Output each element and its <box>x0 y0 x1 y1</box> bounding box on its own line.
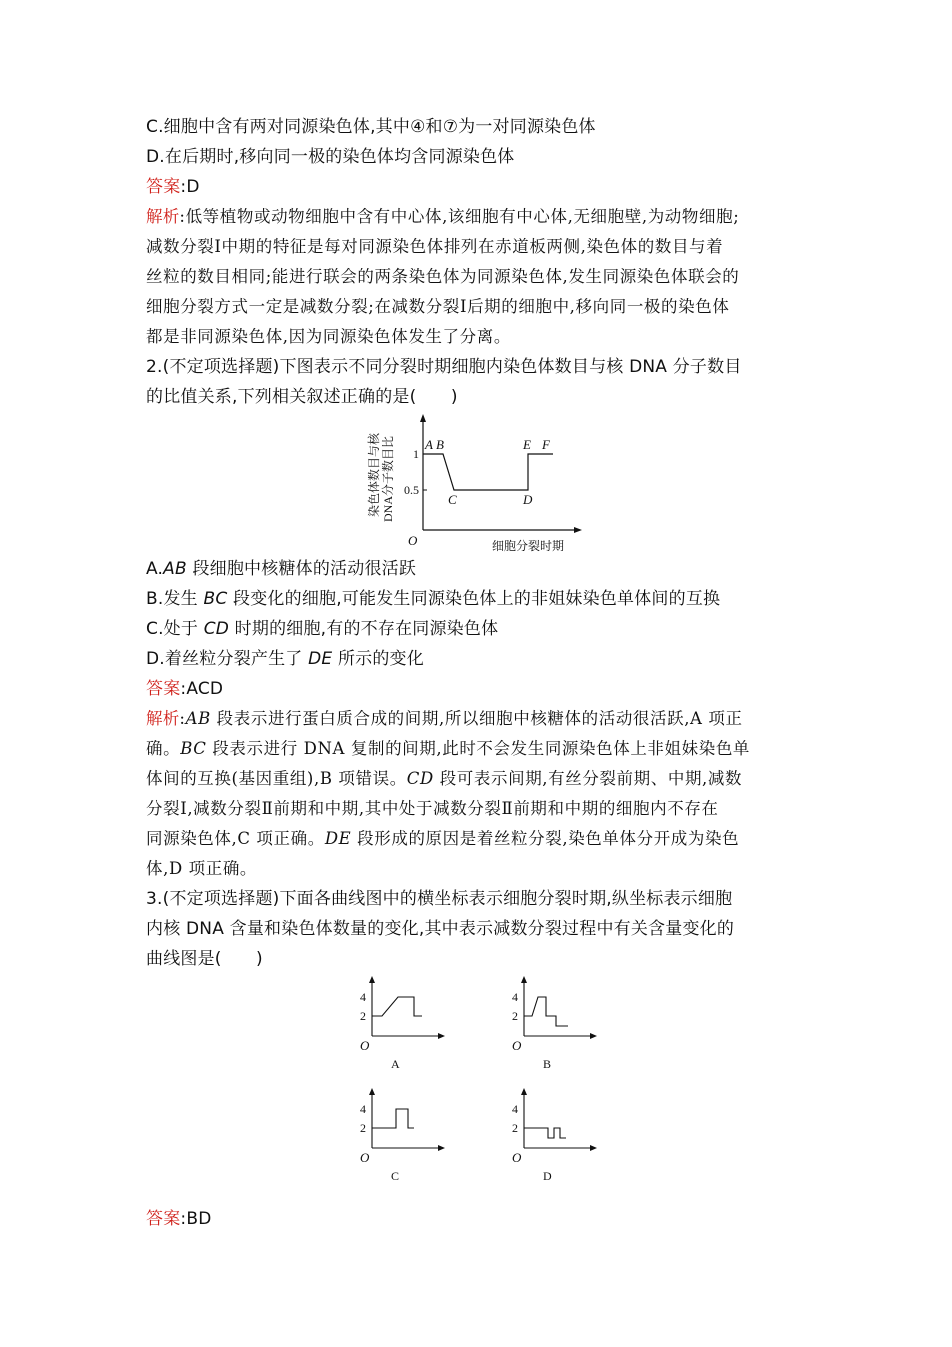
explanation-segment: BC <box>180 739 207 758</box>
answer-value: :BD <box>180 1209 212 1229</box>
tick-4: 4 <box>360 990 366 1004</box>
arrow <box>369 976 375 983</box>
explanation-text: 同源染色体,C 项正确。 <box>146 829 325 848</box>
q2-explanation-line: 分裂Ⅰ,减数分裂Ⅱ前期和中期,其中处于减数分裂Ⅱ前期和中期的细胞内不存在 <box>146 799 719 818</box>
option-text: 时期的细胞,有的不存在同源染色体 <box>229 619 499 639</box>
arrow <box>438 1033 445 1039</box>
q2-point-d: D <box>523 492 533 507</box>
q2-option-b <box>146 584 816 614</box>
origin: O <box>360 1038 370 1053</box>
answer-label: 答案 <box>146 177 181 197</box>
document-page <box>146 112 816 1234</box>
option-text: 所示的变化 <box>332 649 424 669</box>
q2-option-a <box>146 554 816 584</box>
q2-ratio-curve <box>423 454 553 490</box>
curve <box>372 1109 414 1128</box>
explanation-text: 段表示进行 DNA 复制的间期,此时不会发生同源染色体上非姐妹染色单 <box>206 739 751 758</box>
origin: O <box>512 1150 522 1165</box>
q3-graphs <box>146 974 816 1204</box>
q2-stem-line: 2.(不定项选择题)下图表示不同分裂时期细胞内染色体数目与核 DNA 分子数目 <box>146 357 742 377</box>
q2-point-c: C <box>448 492 457 507</box>
origin: O <box>360 1150 370 1165</box>
explanation-label: 解析 <box>146 207 180 226</box>
arrow <box>590 1033 597 1039</box>
q2-y-arrow <box>420 414 426 422</box>
explanation-segment: AB <box>185 709 211 728</box>
option-prefix: D.着丝粒分裂产生了 <box>146 649 309 669</box>
q1-explanation-line <box>146 202 816 232</box>
q2-ratio-graph <box>146 412 816 554</box>
q3-stem-line: 内核 DNA 含量和染色体数量的变化,其中表示减数分裂过程中有关含量变化的 <box>146 919 735 939</box>
explanation-segment: CD <box>406 769 434 788</box>
arrow <box>521 1088 527 1095</box>
q3-graph-a <box>360 976 445 1071</box>
explanation-label: 解析 <box>146 709 180 728</box>
curve <box>524 1128 566 1138</box>
q1-option-c: C.细胞中含有两对同源染色体,其中④和⑦为一对同源染色体 <box>146 117 596 137</box>
tick-4: 4 <box>512 1102 518 1116</box>
tick-2: 2 <box>360 1121 366 1135</box>
q2-point-a: A <box>425 437 433 452</box>
q2-explanation-line: 体,D 项正确。 <box>146 859 258 878</box>
explanation-text: 确。 <box>146 739 181 758</box>
q2-x-arrow <box>574 527 582 533</box>
q2-ylabel-line1: 染色体数目与核 <box>367 432 381 517</box>
q1-explanation-line: 细胞分裂方式一定是减数分裂;在减数分裂Ⅰ后期的细胞中,移向同一极的染色体 <box>146 297 730 316</box>
option-prefix: A. <box>146 559 164 579</box>
answer-label: 答案 <box>146 1209 181 1229</box>
q3-graph-d <box>512 1088 597 1183</box>
q1-explanation-line: 丝粒的数目相同;能进行联会的两条染色体为同源染色体,发生同源染色体联会的 <box>146 267 740 286</box>
tick-4: 4 <box>360 1102 366 1116</box>
explanation-text: 体间的互换(基因重组),B 项错误。 <box>146 769 407 788</box>
option-segment: AB <box>163 559 187 579</box>
graph-label: D <box>543 1169 552 1183</box>
q3-graph-c <box>360 1088 445 1183</box>
q2-explanation-line <box>146 734 816 764</box>
q2-explanation-line <box>146 824 816 854</box>
q2-ylabel-line2: DNA分子数目比 <box>381 436 395 522</box>
option-segment: CD <box>203 619 230 639</box>
explanation-text: :低等植物或动物细胞中含有中心体,该细胞有中心体,无细胞壁,为动物细胞; <box>179 207 740 226</box>
answer-label: 答案 <box>146 679 181 699</box>
q2-ytick-1: 1 <box>413 447 419 461</box>
tick-2: 2 <box>360 1009 366 1023</box>
arrow <box>521 976 527 983</box>
arrow <box>590 1145 597 1151</box>
tick-4: 4 <box>512 990 518 1004</box>
q3-stem-line: 曲线图是( ) <box>146 949 263 969</box>
q2-ytick-05: 0.5 <box>404 483 419 497</box>
curve <box>524 997 568 1026</box>
q2-explanation-line <box>146 764 816 794</box>
q2-xlabel: 细胞分裂时期 <box>492 539 565 553</box>
q3-answer <box>146 1204 816 1234</box>
q1-answer <box>146 172 816 202</box>
option-segment: BC <box>203 589 228 609</box>
answer-value: :ACD <box>180 679 224 699</box>
answer-value: :D <box>180 177 200 197</box>
q2-explanation-line <box>146 704 816 734</box>
graph-label: A <box>391 1057 400 1071</box>
tick-2: 2 <box>512 1009 518 1023</box>
q2-point-b: B <box>436 437 444 452</box>
q1-option-d: D.在后期时,移向同一极的染色体均含同源染色体 <box>146 147 515 167</box>
option-prefix: C.处于 <box>146 619 204 639</box>
q2-option-c <box>146 614 816 644</box>
q3-stem-line: 3.(不定项选择题)下面各曲线图中的横坐标表示细胞分裂时期,纵坐标表示细胞 <box>146 889 733 909</box>
explanation-text: : <box>179 709 186 728</box>
explanation-segment: DE <box>324 829 352 848</box>
q2-point-e: E <box>523 437 531 452</box>
q2-ylabel <box>366 432 395 522</box>
q2-answer <box>146 674 816 704</box>
graph-label: B <box>543 1057 552 1071</box>
explanation-text: 段可表示间期,有丝分裂前期、中期,减数 <box>433 769 743 788</box>
q1-explanation-line: 减数分裂Ⅰ中期的特征是每对同源染色体排列在赤道板两侧,染色体的数目与着 <box>146 237 724 256</box>
q2-origin: O <box>408 533 418 548</box>
option-text: 段变化的细胞,可能发生同源染色体上的非姐妹染色单体间的互换 <box>227 589 721 609</box>
origin: O <box>512 1038 522 1053</box>
q3-graph-b <box>512 976 597 1071</box>
q2-point-f: F <box>542 437 550 452</box>
q2-stem-line: 的比值关系,下列相关叙述正确的是( ) <box>146 387 458 407</box>
graph-label: C <box>391 1169 400 1183</box>
arrow <box>369 1088 375 1095</box>
option-prefix: B.发生 <box>146 589 204 609</box>
option-text: 段细胞中核糖体的活动很活跃 <box>186 559 417 579</box>
tick-2: 2 <box>512 1121 518 1135</box>
q2-option-d <box>146 644 816 674</box>
option-segment: DE <box>308 649 333 669</box>
explanation-text: 段形成的原因是着丝粒分裂,染色单体分开成为染色 <box>351 829 740 848</box>
arrow <box>438 1145 445 1151</box>
curve <box>372 997 422 1016</box>
explanation-text: 段表示进行蛋白质合成的间期,所以细胞中核糖体的活动很活跃,A 项正 <box>210 709 743 728</box>
q1-explanation-line: 都是非同源染色体,因为同源染色体发生了分离。 <box>146 327 511 346</box>
